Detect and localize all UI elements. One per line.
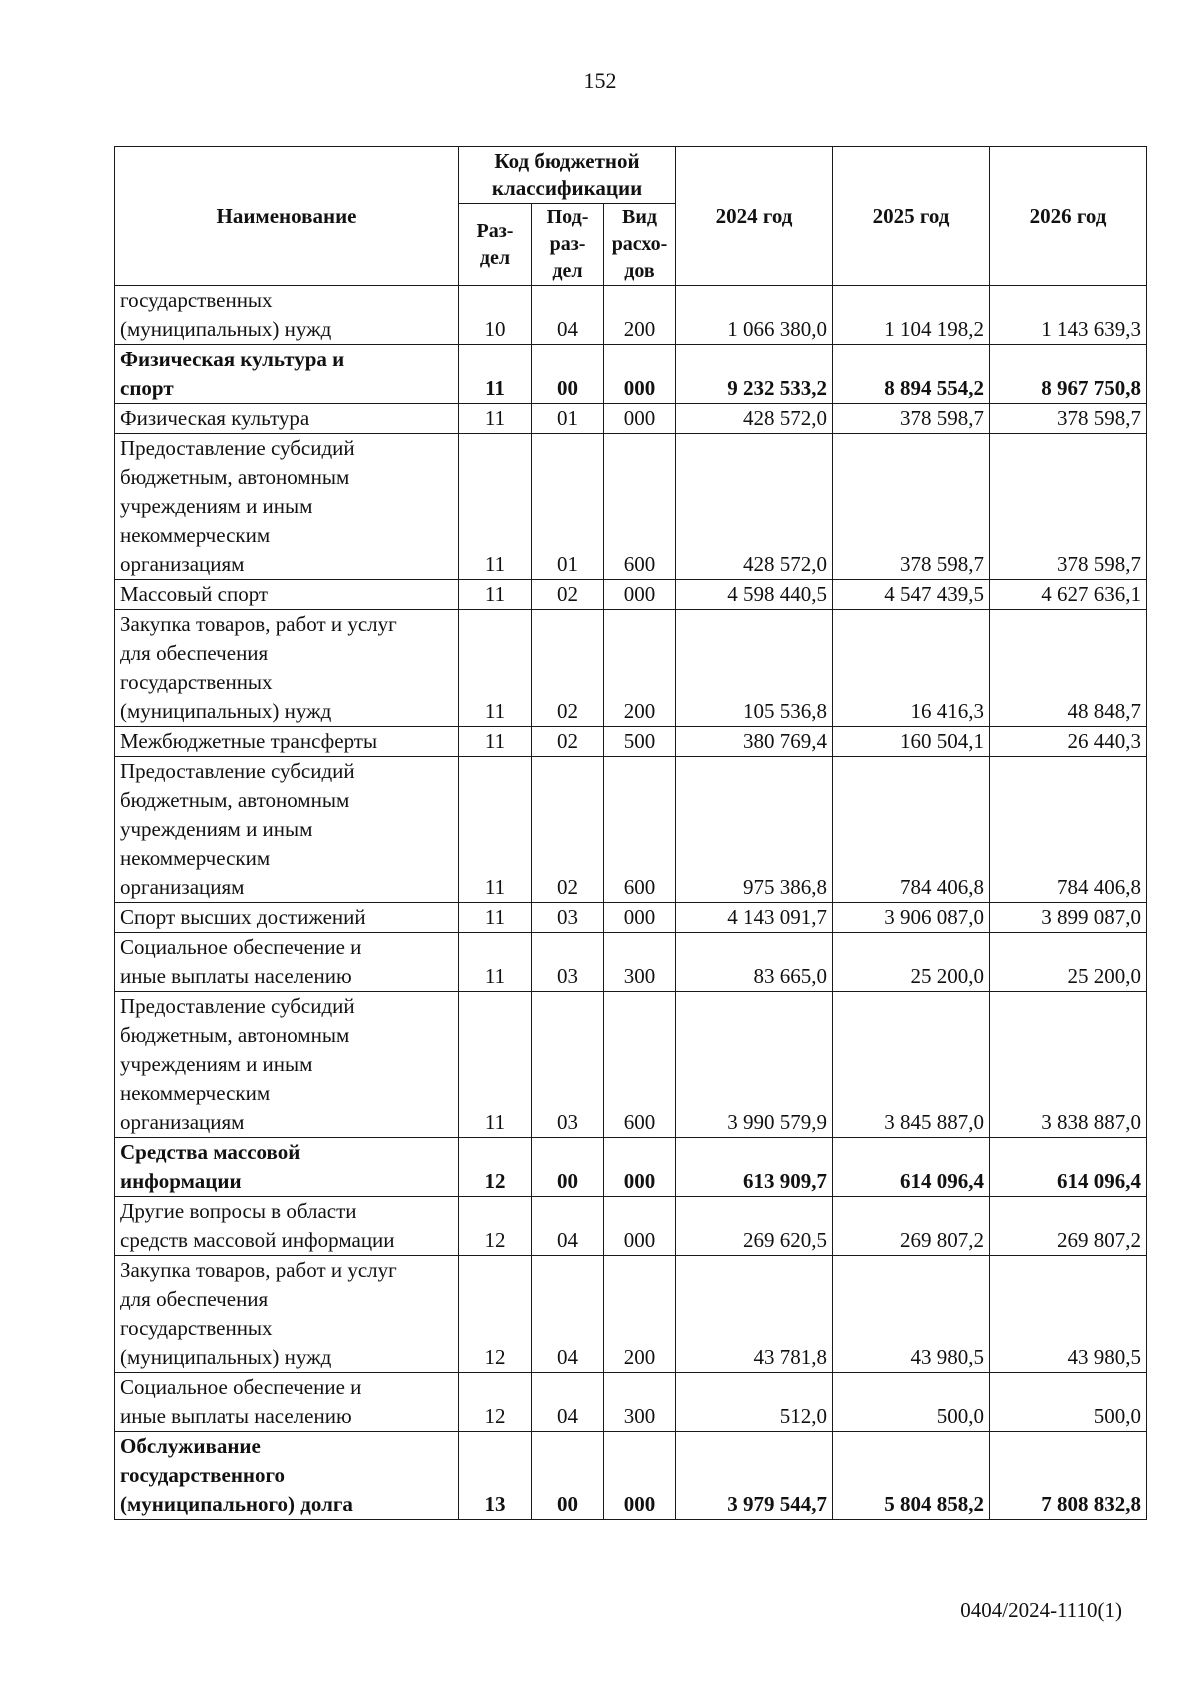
table-row	[115, 727, 1147, 757]
cell-vid: 600	[604, 992, 676, 1138]
cell-vid: 200	[604, 1256, 676, 1373]
cell-2025: 3 845 887,0	[833, 992, 990, 1138]
cell-podrazdel: 04	[532, 1256, 604, 1373]
cell-podrazdel: 03	[532, 933, 604, 992]
cell-razdel: 11	[459, 727, 532, 757]
cell-2024: 83 665,0	[676, 933, 833, 992]
cell-podrazdel: 01	[532, 434, 604, 580]
cell-vid: 000	[604, 580, 676, 610]
cell-vid: 000	[604, 1197, 676, 1256]
cell-name: Физическая культура и спорт	[115, 345, 459, 404]
budget-table	[114, 146, 1147, 1520]
table-row	[115, 1138, 1147, 1197]
header-name: Наименование	[115, 147, 459, 286]
cell-2025: 614 096,4	[833, 1138, 990, 1197]
cell-podrazdel: 03	[532, 992, 604, 1138]
cell-2024: 975 386,8	[676, 757, 833, 903]
header-code-group: Код бюджетной классификации	[459, 147, 676, 204]
cell-name: Закупка товаров, работ и услуг для обеспечения государственных (муниципальных) нужд	[115, 1256, 459, 1373]
cell-razdel: 11	[459, 404, 532, 434]
cell-razdel: 11	[459, 992, 532, 1138]
cell-2025: 160 504,1	[833, 727, 990, 757]
table-row	[115, 345, 1147, 404]
cell-2024: 4 598 440,5	[676, 580, 833, 610]
table-row	[115, 1432, 1147, 1520]
table-row	[115, 286, 1147, 345]
cell-name: Другие вопросы в области средств массовой информации	[115, 1197, 459, 1256]
cell-razdel: 11	[459, 903, 532, 933]
cell-podrazdel: 02	[532, 610, 604, 727]
cell-2025: 269 807,2	[833, 1197, 990, 1256]
header-podrazdel: Под- раз- дел	[532, 204, 604, 286]
table-row	[115, 757, 1147, 903]
cell-razdel: 12	[459, 1373, 532, 1432]
cell-podrazdel: 01	[532, 404, 604, 434]
cell-2024: 1 066 380,0	[676, 286, 833, 345]
cell-name: Межбюджетные трансферты	[115, 727, 459, 757]
cell-vid: 000	[604, 404, 676, 434]
cell-name: Социальное обеспечение и иные выплаты населению	[115, 933, 459, 992]
header-2025: 2025 год	[833, 147, 990, 286]
cell-2026: 3 838 887,0	[990, 992, 1147, 1138]
cell-2024: 43 781,8	[676, 1256, 833, 1373]
cell-podrazdel: 04	[532, 286, 604, 345]
cell-2025: 784 406,8	[833, 757, 990, 903]
header-razdel: Раз- дел	[459, 204, 532, 286]
cell-podrazdel: 02	[532, 727, 604, 757]
cell-2024: 105 536,8	[676, 610, 833, 727]
cell-2025: 16 416,3	[833, 610, 990, 727]
cell-2025: 43 980,5	[833, 1256, 990, 1373]
cell-2026: 25 200,0	[990, 933, 1147, 992]
cell-2025: 4 547 439,5	[833, 580, 990, 610]
cell-razdel: 11	[459, 933, 532, 992]
table-row	[115, 1197, 1147, 1256]
cell-vid: 600	[604, 757, 676, 903]
cell-podrazdel: 04	[532, 1373, 604, 1432]
cell-2026: 7 808 832,8	[990, 1432, 1147, 1520]
cell-razdel: 12	[459, 1256, 532, 1373]
cell-razdel: 12	[459, 1138, 532, 1197]
table-row	[115, 610, 1147, 727]
cell-2026: 378 598,7	[990, 404, 1147, 434]
cell-name: Предоставление субсидий бюджетным, автономным учреждениям и иным некоммерческим организациям	[115, 434, 459, 580]
header-2026: 2026 год	[990, 147, 1147, 286]
cell-2025: 5 804 858,2	[833, 1432, 990, 1520]
table-row	[115, 1256, 1147, 1373]
table-body	[115, 286, 1147, 1520]
cell-podrazdel: 02	[532, 757, 604, 903]
cell-2025: 500,0	[833, 1373, 990, 1432]
document-code: 0404/2024-1110(1)	[960, 1598, 1122, 1622]
table-row	[115, 434, 1147, 580]
cell-razdel: 11	[459, 434, 532, 580]
header-vid: Вид расхо- дов	[604, 204, 676, 286]
cell-name: Спорт высших достижений	[115, 903, 459, 933]
cell-podrazdel: 02	[532, 580, 604, 610]
cell-2026: 48 848,7	[990, 610, 1147, 727]
cell-razdel: 10	[459, 286, 532, 345]
cell-2024: 428 572,0	[676, 404, 833, 434]
cell-name: государственных (муниципальных) нужд	[115, 286, 459, 345]
cell-vid: 600	[604, 434, 676, 580]
cell-vid: 500	[604, 727, 676, 757]
cell-vid: 000	[604, 1138, 676, 1197]
table-row	[115, 903, 1147, 933]
cell-name: Средства массовой информации	[115, 1138, 459, 1197]
cell-podrazdel: 03	[532, 903, 604, 933]
cell-2026: 269 807,2	[990, 1197, 1147, 1256]
table-row	[115, 404, 1147, 434]
cell-2026: 4 627 636,1	[990, 580, 1147, 610]
cell-razdel: 13	[459, 1432, 532, 1520]
cell-razdel: 11	[459, 610, 532, 727]
cell-name: Физическая культура	[115, 404, 459, 434]
cell-vid: 000	[604, 345, 676, 404]
cell-name: Предоставление субсидий бюджетным, автономным учреждениям и иным некоммерческим организациям	[115, 757, 459, 903]
cell-name: Социальное обеспечение и иные выплаты населению	[115, 1373, 459, 1432]
cell-2025: 378 598,7	[833, 404, 990, 434]
cell-razdel: 11	[459, 757, 532, 903]
cell-2024: 3 990 579,9	[676, 992, 833, 1138]
cell-razdel: 11	[459, 345, 532, 404]
cell-vid: 000	[604, 903, 676, 933]
cell-podrazdel: 00	[532, 1432, 604, 1520]
cell-vid: 000	[604, 1432, 676, 1520]
table-row	[115, 1373, 1147, 1432]
table-row	[115, 580, 1147, 610]
cell-2026: 500,0	[990, 1373, 1147, 1432]
cell-podrazdel: 04	[532, 1197, 604, 1256]
cell-2024: 4 143 091,7	[676, 903, 833, 933]
cell-2024: 9 232 533,2	[676, 345, 833, 404]
cell-2026: 378 598,7	[990, 434, 1147, 580]
cell-2025: 3 906 087,0	[833, 903, 990, 933]
cell-vid: 300	[604, 933, 676, 992]
cell-2024: 613 909,7	[676, 1138, 833, 1197]
cell-2024: 512,0	[676, 1373, 833, 1432]
cell-2025: 25 200,0	[833, 933, 990, 992]
cell-2024: 428 572,0	[676, 434, 833, 580]
cell-2026: 26 440,3	[990, 727, 1147, 757]
cell-vid: 200	[604, 286, 676, 345]
header-2024: 2024 год	[676, 147, 833, 286]
table-row	[115, 933, 1147, 992]
cell-vid: 300	[604, 1373, 676, 1432]
cell-podrazdel: 00	[532, 345, 604, 404]
cell-razdel: 12	[459, 1197, 532, 1256]
cell-2025: 378 598,7	[833, 434, 990, 580]
cell-2025: 1 104 198,2	[833, 286, 990, 345]
cell-razdel: 11	[459, 580, 532, 610]
cell-2026: 614 096,4	[990, 1138, 1147, 1197]
cell-2026: 784 406,8	[990, 757, 1147, 903]
cell-vid: 200	[604, 610, 676, 727]
cell-2026: 3 899 087,0	[990, 903, 1147, 933]
cell-name: Обслуживание государственного (муниципального) долга	[115, 1432, 459, 1520]
cell-2024: 380 769,4	[676, 727, 833, 757]
cell-name: Массовый спорт	[115, 580, 459, 610]
cell-2024: 3 979 544,7	[676, 1432, 833, 1520]
cell-name: Закупка товаров, работ и услуг для обеспечения государственных (муниципальных) нужд	[115, 610, 459, 727]
cell-2026: 1 143 639,3	[990, 286, 1147, 345]
cell-2026: 43 980,5	[990, 1256, 1147, 1373]
cell-name: Предоставление субсидий бюджетным, автономным учреждениям и иным некоммерческим организациям	[115, 992, 459, 1138]
cell-2025: 8 894 554,2	[833, 345, 990, 404]
header-row-top	[115, 147, 1147, 204]
cell-2024: 269 620,5	[676, 1197, 833, 1256]
cell-2026: 8 967 750,8	[990, 345, 1147, 404]
cell-podrazdel: 00	[532, 1138, 604, 1197]
table-row	[115, 992, 1147, 1138]
page-number: 152	[583, 68, 617, 93]
